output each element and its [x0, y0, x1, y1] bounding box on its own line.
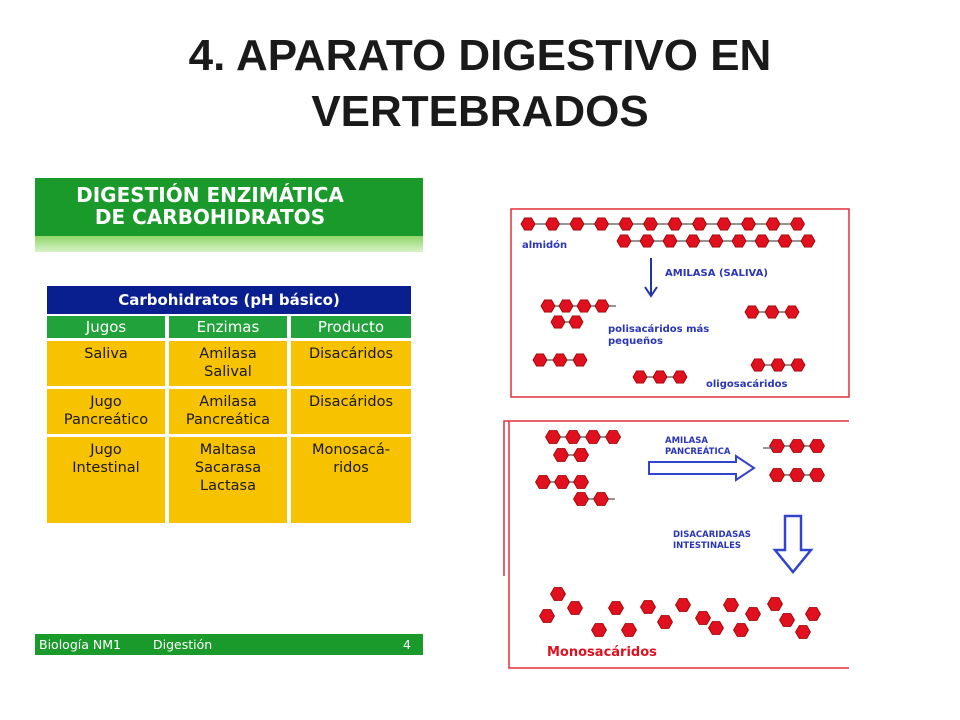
hexagon-icon: [791, 218, 805, 230]
hexagon-icon: [810, 469, 825, 482]
hexagon-icon: [676, 599, 691, 612]
hexagon-icon: [577, 300, 591, 312]
footer-topic: Digestión: [153, 637, 213, 652]
hexagon-icon: [663, 235, 677, 247]
hexagon-icon: [686, 235, 700, 247]
label-oligosacaridos: oligosacáridos: [706, 379, 788, 390]
hexagon-icon: [745, 306, 759, 318]
cell-line: Sacarasa: [194, 460, 262, 476]
cell-line: Monosacá-: [312, 442, 390, 458]
hexagon-icon: [790, 440, 805, 453]
hexagon-icon: [732, 235, 746, 247]
hexagon-icon: [644, 218, 658, 230]
cell-line: Saliva: [84, 346, 128, 362]
cell-line: Salival: [204, 364, 252, 380]
image-header: [35, 178, 423, 236]
hexagon-icon: [742, 218, 756, 230]
hexagon-icon: [751, 359, 765, 371]
cell-line: Pancreático: [63, 412, 149, 428]
hexagon-icon: [533, 354, 547, 366]
hexagon-icon: [574, 449, 589, 462]
hexagon-icon: [553, 354, 567, 366]
hexagon-icon: [595, 300, 609, 312]
header-gradient-band: [35, 236, 423, 252]
hexagon-icon: [521, 218, 535, 230]
image-footer: [35, 634, 423, 655]
salivary-amylase-diagram: [510, 208, 850, 398]
hexagon-icon: [609, 602, 624, 615]
hexagon-icon: [536, 476, 551, 489]
cell-line: Disacáridos: [308, 346, 394, 362]
hexagon-icon: [778, 235, 792, 247]
column-header-enzimas: Enzimas: [169, 316, 287, 338]
cell-line: ridos: [333, 460, 369, 476]
hexagon-icon: [791, 359, 805, 371]
hexagon-icon: [573, 354, 587, 366]
cell-line: Amilasa: [199, 346, 257, 362]
cell-jugo: [47, 437, 165, 523]
footer-subject: Biología NM1: [39, 637, 121, 652]
hexagon-icon: [709, 235, 723, 247]
hexagon-icon: [765, 306, 779, 318]
hexagon-icon: [541, 300, 555, 312]
label-polisacaridos-line-2: pequeños: [608, 336, 663, 347]
hexagon-icon: [668, 218, 682, 230]
hexagon-icon: [592, 624, 607, 637]
hexagon-icon: [551, 316, 565, 328]
table-column-headers: [47, 316, 411, 338]
table-row: [47, 389, 411, 434]
cell-producto: [291, 341, 411, 386]
header-line-2: DE CARBOHIDRATOS: [94, 205, 326, 229]
hexagon-icon: [806, 608, 821, 621]
hexagon-icon: [570, 218, 584, 230]
hexagon-icon: [693, 218, 707, 230]
hexagon-icon: [569, 316, 583, 328]
hexagon-icon: [653, 371, 667, 383]
label-amilasa-saliva: AMILASA (SALIVA): [665, 268, 768, 279]
table-row: [47, 437, 411, 523]
cell-line: Jugo: [90, 442, 122, 458]
hexagon-icon: [586, 431, 601, 444]
hexagon-icon: [796, 626, 811, 639]
cell-enzima: [169, 389, 287, 434]
hexagon-icon: [785, 306, 799, 318]
hexagon-icon: [724, 599, 739, 612]
cell-line: Disacáridos: [308, 394, 394, 410]
hexagon-icon: [770, 469, 785, 482]
hexagon-icon: [617, 235, 631, 247]
hexagon-icon: [551, 588, 566, 601]
hexagon-icon: [790, 469, 805, 482]
hexagon-icon: [554, 449, 569, 462]
hexagon-icon: [696, 612, 711, 625]
hexagon-icon: [746, 608, 761, 621]
hexagon-icon: [658, 616, 673, 629]
table-title: Carbohidratos (pH básico): [47, 286, 411, 314]
hexagon-icon: [568, 602, 583, 615]
hexagon-icon: [734, 624, 749, 637]
cell-line: Jugo: [90, 394, 122, 410]
hexagon-icon: [540, 610, 555, 623]
hexagon-icon: [622, 624, 637, 637]
label-amilasa-pancreatica-line-1: AMILASA: [665, 436, 708, 446]
pancreatic-intestinal-diagram: [503, 420, 850, 670]
hexagon-icon: [606, 431, 621, 444]
label-disacaridasas-line-1: DISACARIDASAS: [673, 530, 751, 540]
hexagon-icon: [755, 235, 769, 247]
hexagon-icon: [594, 493, 609, 506]
salivary-amylase-drawing: [510, 208, 850, 398]
title-line-1: 4. APARATO DIGESTIVO EN: [188, 31, 772, 80]
hexagon-icon: [559, 300, 573, 312]
cell-enzima: [169, 341, 287, 386]
hexagon-icon: [574, 476, 589, 489]
hexagon-icon: [546, 431, 561, 444]
footer-page-number: 4: [403, 637, 411, 652]
label-almidon: almidón: [522, 240, 568, 251]
column-header-producto: Producto: [291, 316, 411, 338]
label-amilasa-pancreatica-line-2: PANCREÁTICA: [665, 447, 731, 457]
hexagon-icon: [546, 218, 560, 230]
hexagon-icon: [640, 235, 654, 247]
hexagon-icon: [780, 614, 795, 627]
hexagon-icon: [810, 440, 825, 453]
hexagon-icon: [717, 218, 731, 230]
cell-producto: [291, 437, 411, 523]
monosaccharide-cluster: [540, 588, 821, 639]
cell-line: Pancreática: [185, 412, 271, 428]
carbohydrate-digestion-image: [35, 178, 423, 656]
cell-jugo: [47, 389, 165, 434]
title-line-2: VERTEBRADOS: [311, 87, 649, 136]
hexagon-icon: [555, 476, 570, 489]
header-line-1: DIGESTIÓN ENZIMÁTICA: [76, 183, 344, 207]
cell-producto: [291, 389, 411, 434]
cell-line: Amilasa: [199, 394, 257, 410]
right-arrow-icon: [649, 456, 754, 480]
hexagon-icon: [595, 218, 609, 230]
cell-enzima: [169, 437, 287, 523]
cell-jugo: [47, 341, 165, 386]
table-row: [47, 341, 411, 386]
hexagon-icon: [641, 601, 656, 614]
hexagon-icon: [771, 359, 785, 371]
hexagon-icon: [770, 440, 785, 453]
hexagon-icon: [709, 622, 724, 635]
image-header-title: [35, 184, 385, 228]
carbohydrate-table: [47, 286, 411, 523]
hexagon-icon: [801, 235, 815, 247]
slide-title: [0, 28, 960, 140]
hexagon-icon: [673, 371, 687, 383]
down-arrow-icon: [775, 516, 811, 572]
label-polisacaridos-line-1: polisacáridos más: [608, 324, 710, 335]
cell-line: Maltasa: [199, 442, 257, 458]
hexagon-icon: [574, 493, 589, 506]
column-header-jugos: Jugos: [47, 316, 165, 338]
cell-line: Intestinal: [72, 460, 140, 476]
hexagon-icon: [566, 431, 581, 444]
hexagon-icon: [619, 218, 633, 230]
hexagon-icon: [766, 218, 780, 230]
label-monosacaridos: Monosacáridos: [547, 645, 657, 660]
label-disacaridasas-line-2: INTESTINALES: [673, 541, 741, 551]
hexagon-icon: [768, 598, 783, 611]
cell-line: Lactasa: [200, 478, 256, 494]
hexagon-icon: [633, 371, 647, 383]
